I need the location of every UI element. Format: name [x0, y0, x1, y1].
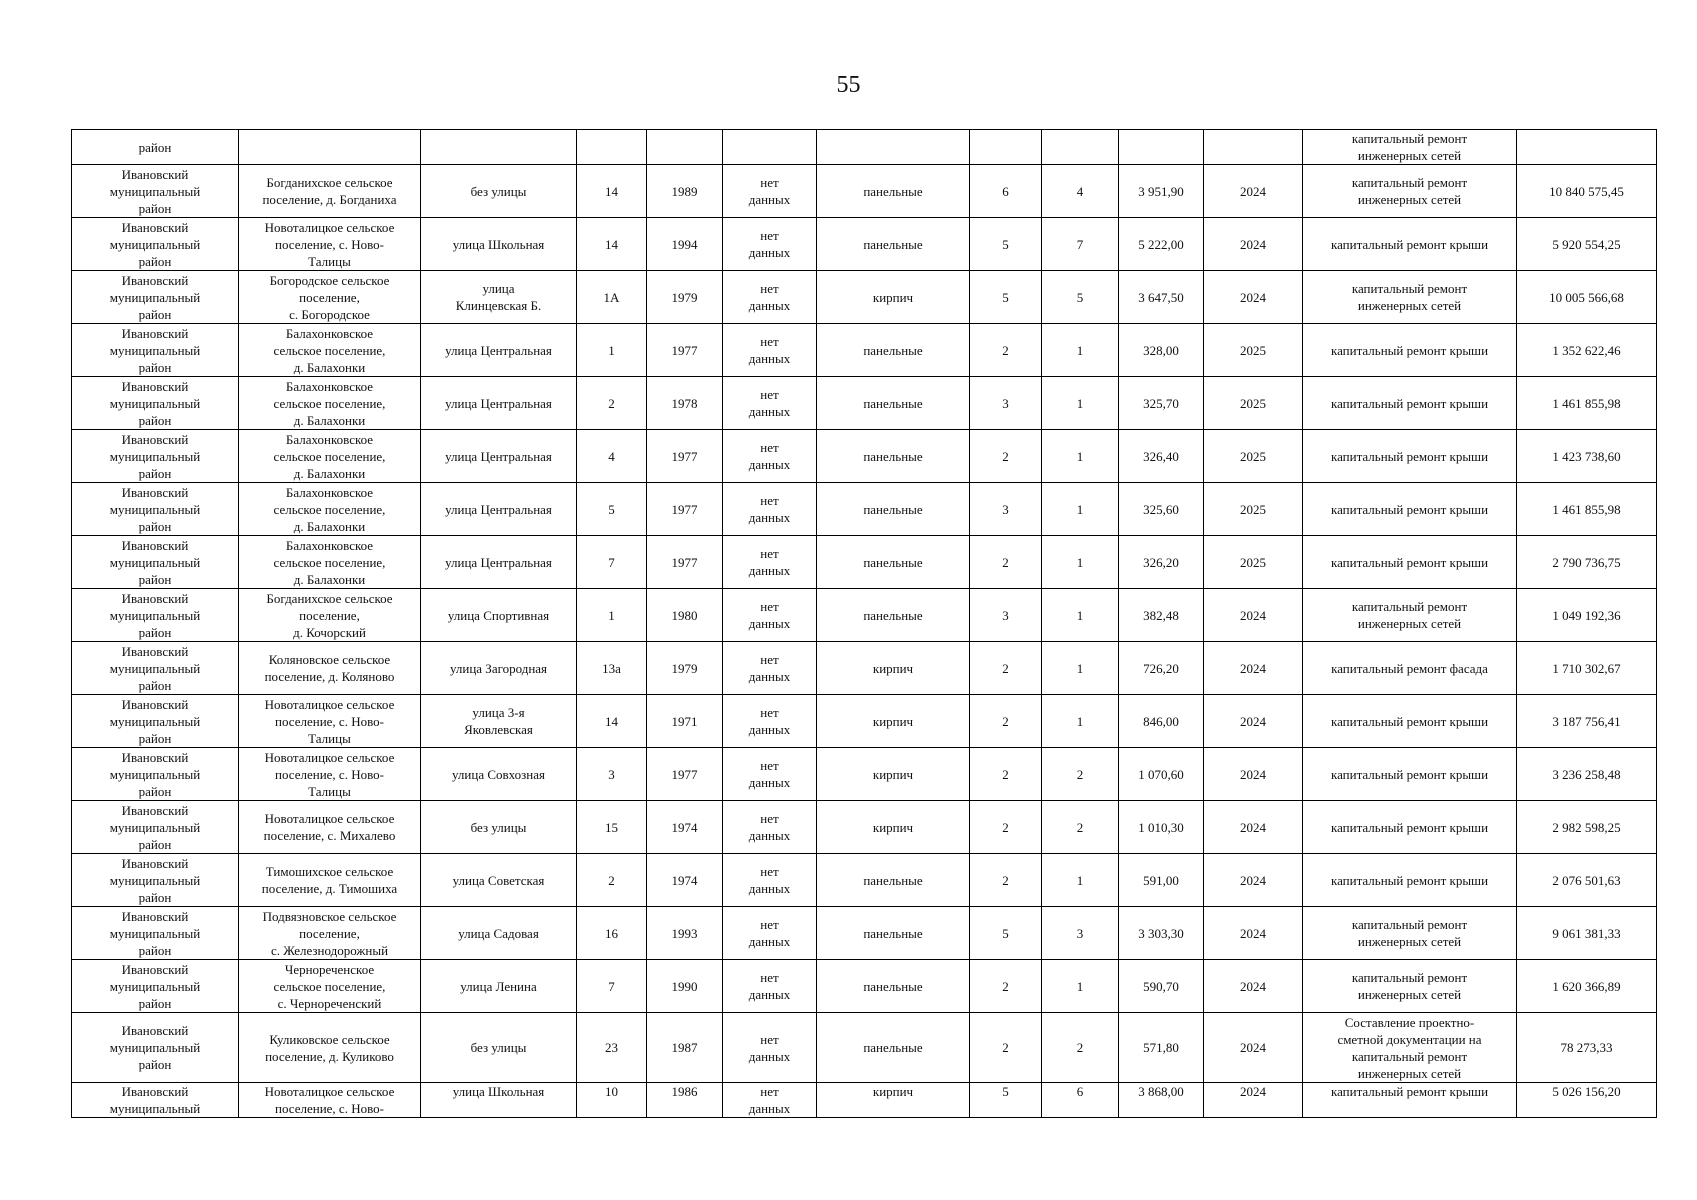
- settlement-cell: Балахонковское сельское поселение, д. Балахонки: [239, 430, 421, 483]
- cost-cell: 1 461 855,98: [1517, 483, 1657, 536]
- cost-cell: 1 049 192,36: [1517, 589, 1657, 642]
- cost-cell: 10 005 566,68: [1517, 271, 1657, 324]
- cost-cell: 1 461 855,98: [1517, 377, 1657, 430]
- district-cell: Ивановский муниципальный район: [72, 1013, 239, 1083]
- page-number: 55: [836, 72, 861, 98]
- street-cell: улица Загородная: [421, 642, 577, 695]
- table-row: [72, 642, 1657, 695]
- plan-year-cell: 2024: [1204, 165, 1303, 218]
- district-cell: Ивановский муниципальный район: [72, 271, 239, 324]
- cost-cell: 3 236 258,48: [1517, 748, 1657, 801]
- district-cell: Ивановский муниципальный район: [72, 801, 239, 854]
- district-cell: Ивановский муниципальный район: [72, 483, 239, 536]
- street-cell: улица Спортивная: [421, 589, 577, 642]
- house-number-cell: [577, 130, 647, 165]
- house-number-cell: 7: [577, 536, 647, 589]
- entrances-cell: 1: [1042, 430, 1119, 483]
- floors-cell: 3: [970, 377, 1042, 430]
- area-cell: 325,70: [1119, 377, 1204, 430]
- cost-cell: 2 076 501,63: [1517, 854, 1657, 907]
- district-cell: Ивановский муниципальный район: [72, 536, 239, 589]
- settlement-cell: Балахонковское сельское поселение, д. Балахонки: [239, 483, 421, 536]
- settlement-cell: Новоталицкое сельское поселение, с. Ново- Талицы: [239, 748, 421, 801]
- entrances-cell: 3: [1042, 907, 1119, 960]
- year-built-cell: 1986: [647, 1083, 723, 1118]
- table-row: [72, 324, 1657, 377]
- floors-cell: 2: [970, 536, 1042, 589]
- commissioning-cell: нет данных: [723, 377, 817, 430]
- floors-cell: 2: [970, 748, 1042, 801]
- cost-cell: 1 710 302,67: [1517, 642, 1657, 695]
- area-cell: 325,60: [1119, 483, 1204, 536]
- area-cell: 726,20: [1119, 642, 1204, 695]
- area-cell: 382,48: [1119, 589, 1204, 642]
- entrances-cell: 1: [1042, 377, 1119, 430]
- street-cell: улица Советская: [421, 854, 577, 907]
- table-row: [72, 801, 1657, 854]
- street-cell: улица Центральная: [421, 483, 577, 536]
- plan-year-cell: 2024: [1204, 271, 1303, 324]
- year-built-cell: 1979: [647, 642, 723, 695]
- area-cell: 591,00: [1119, 854, 1204, 907]
- entrances-cell: 2: [1042, 748, 1119, 801]
- area-cell: 3 951,90: [1119, 165, 1204, 218]
- district-cell: Ивановский муниципальный район: [72, 854, 239, 907]
- entrances-cell: 5: [1042, 271, 1119, 324]
- table-row: [72, 907, 1657, 960]
- settlement-cell: Богородское сельское поселение, с. Богородское: [239, 271, 421, 324]
- plan-year-cell: 2024: [1204, 1083, 1303, 1118]
- table-row: [72, 430, 1657, 483]
- area-cell: 590,70: [1119, 960, 1204, 1013]
- plan-year-cell: 2024: [1204, 748, 1303, 801]
- house-number-cell: 14: [577, 218, 647, 271]
- year-built-cell: 1990: [647, 960, 723, 1013]
- street-cell: [421, 130, 577, 165]
- area-cell: 3 868,00: [1119, 1083, 1204, 1118]
- settlement-cell: Новоталицкое сельское поселение, с. Ново- Талицы: [239, 695, 421, 748]
- table-body: [72, 130, 1657, 1118]
- commissioning-cell: нет данных: [723, 218, 817, 271]
- area-cell: [1119, 130, 1204, 165]
- floors-cell: 3: [970, 589, 1042, 642]
- year-built-cell: 1974: [647, 854, 723, 907]
- cost-cell: 5 026 156,20: [1517, 1083, 1657, 1118]
- settlement-cell: Тимошихское сельское поселение, д. Тимошиха: [239, 854, 421, 907]
- entrances-cell: 2: [1042, 801, 1119, 854]
- cost-cell: 9 061 381,33: [1517, 907, 1657, 960]
- commissioning-cell: нет данных: [723, 271, 817, 324]
- district-cell: район: [72, 130, 239, 165]
- cost-cell: 10 840 575,45: [1517, 165, 1657, 218]
- settlement-cell: Подвязновское сельское поселение, с. Железнодорожный: [239, 907, 421, 960]
- floors-cell: 5: [970, 1083, 1042, 1118]
- street-cell: улица Центральная: [421, 430, 577, 483]
- cost-cell: 1 423 738,60: [1517, 430, 1657, 483]
- house-number-cell: 3: [577, 748, 647, 801]
- work-type-cell: капитальный ремонт крыши: [1303, 483, 1517, 536]
- plan-year-cell: 2024: [1204, 589, 1303, 642]
- district-cell: Ивановский муниципальный район: [72, 165, 239, 218]
- plan-year-cell: 2024: [1204, 801, 1303, 854]
- year-built-cell: 1993: [647, 907, 723, 960]
- house-number-cell: 15: [577, 801, 647, 854]
- house-number-cell: 1А: [577, 271, 647, 324]
- entrances-cell: 1: [1042, 960, 1119, 1013]
- year-built-cell: 1978: [647, 377, 723, 430]
- street-cell: улица Центральная: [421, 377, 577, 430]
- cost-cell: 5 920 554,25: [1517, 218, 1657, 271]
- table-row: [72, 130, 1657, 165]
- wall-material-cell: панельные: [817, 1013, 970, 1083]
- year-built-cell: 1977: [647, 430, 723, 483]
- work-type-cell: капитальный ремонт инженерных сетей: [1303, 165, 1517, 218]
- table-row: [72, 536, 1657, 589]
- year-built-cell: 1977: [647, 483, 723, 536]
- floors-cell: [970, 130, 1042, 165]
- floors-cell: 5: [970, 907, 1042, 960]
- wall-material-cell: панельные: [817, 377, 970, 430]
- wall-material-cell: панельные: [817, 165, 970, 218]
- table-row: [72, 960, 1657, 1013]
- commissioning-cell: нет данных: [723, 854, 817, 907]
- floors-cell: 5: [970, 271, 1042, 324]
- year-built-cell: 1987: [647, 1013, 723, 1083]
- plan-year-cell: 2024: [1204, 695, 1303, 748]
- settlement-cell: Богданихское сельское поселение, д. Богданиха: [239, 165, 421, 218]
- year-built-cell: 1994: [647, 218, 723, 271]
- table-row: [72, 165, 1657, 218]
- work-type-cell: капитальный ремонт инженерных сетей: [1303, 589, 1517, 642]
- year-built-cell: 1977: [647, 324, 723, 377]
- wall-material-cell: кирпич: [817, 801, 970, 854]
- street-cell: улица Школьная: [421, 1083, 577, 1118]
- commissioning-cell: нет данных: [723, 801, 817, 854]
- work-type-cell: капитальный ремонт инженерных сетей: [1303, 960, 1517, 1013]
- street-cell: без улицы: [421, 165, 577, 218]
- commissioning-cell: нет данных: [723, 536, 817, 589]
- commissioning-cell: нет данных: [723, 165, 817, 218]
- commissioning-cell: нет данных: [723, 483, 817, 536]
- table-row: [72, 1083, 1657, 1118]
- floors-cell: 2: [970, 1013, 1042, 1083]
- commissioning-cell: нет данных: [723, 748, 817, 801]
- year-built-cell: 1977: [647, 536, 723, 589]
- commissioning-cell: нет данных: [723, 589, 817, 642]
- settlement-cell: Чернореченское сельское поселение, с. Чернореченский: [239, 960, 421, 1013]
- house-number-cell: 7: [577, 960, 647, 1013]
- commissioning-cell: нет данных: [723, 430, 817, 483]
- floors-cell: 2: [970, 430, 1042, 483]
- work-type-cell: капитальный ремонт крыши: [1303, 854, 1517, 907]
- work-type-cell: капитальный ремонт крыши: [1303, 218, 1517, 271]
- settlement-cell: Новоталицкое сельское поселение, с. Ново-: [239, 1083, 421, 1118]
- house-number-cell: 23: [577, 1013, 647, 1083]
- entrances-cell: 1: [1042, 589, 1119, 642]
- street-cell: без улицы: [421, 1013, 577, 1083]
- work-type-cell: капитальный ремонт крыши: [1303, 1083, 1517, 1118]
- settlement-cell: Куликовское сельское поселение, д. Куликово: [239, 1013, 421, 1083]
- work-type-cell: капитальный ремонт крыши: [1303, 377, 1517, 430]
- commissioning-cell: нет данных: [723, 1013, 817, 1083]
- settlement-cell: Коляновское сельское поселение, д. Коляново: [239, 642, 421, 695]
- floors-cell: 2: [970, 801, 1042, 854]
- district-cell: Ивановский муниципальный район: [72, 695, 239, 748]
- floors-cell: 2: [970, 854, 1042, 907]
- commissioning-cell: нет данных: [723, 324, 817, 377]
- year-built-cell: 1980: [647, 589, 723, 642]
- house-number-cell: 10: [577, 1083, 647, 1118]
- district-cell: Ивановский муниципальный район: [72, 430, 239, 483]
- settlement-cell: [239, 130, 421, 165]
- wall-material-cell: панельные: [817, 536, 970, 589]
- work-type-cell: капитальный ремонт инженерных сетей: [1303, 130, 1517, 165]
- house-number-cell: 14: [577, 695, 647, 748]
- plan-year-cell: 2024: [1204, 960, 1303, 1013]
- table-row: [72, 218, 1657, 271]
- work-type-cell: Составление проектно- сметной документации на капитальный ремонт инженерных сетей: [1303, 1013, 1517, 1083]
- floors-cell: 6: [970, 165, 1042, 218]
- house-number-cell: 5: [577, 483, 647, 536]
- entrances-cell: 2: [1042, 1013, 1119, 1083]
- settlement-cell: Новоталицкое сельское поселение, с. Михалево: [239, 801, 421, 854]
- entrances-cell: 1: [1042, 536, 1119, 589]
- entrances-cell: 6: [1042, 1083, 1119, 1118]
- street-cell: улица 3-я Яковлевская: [421, 695, 577, 748]
- district-cell: Ивановский муниципальный район: [72, 377, 239, 430]
- settlement-cell: Балахонковское сельское поселение, д. Балахонки: [239, 536, 421, 589]
- area-cell: 1 070,60: [1119, 748, 1204, 801]
- entrances-cell: 7: [1042, 218, 1119, 271]
- entrances-cell: 1: [1042, 695, 1119, 748]
- wall-material-cell: кирпич: [817, 1083, 970, 1118]
- area-cell: 326,20: [1119, 536, 1204, 589]
- commissioning-cell: нет данных: [723, 642, 817, 695]
- plan-year-cell: [1204, 130, 1303, 165]
- wall-material-cell: кирпич: [817, 748, 970, 801]
- work-type-cell: капитальный ремонт крыши: [1303, 536, 1517, 589]
- plan-year-cell: 2024: [1204, 642, 1303, 695]
- table-row: [72, 1013, 1657, 1083]
- commissioning-cell: нет данных: [723, 907, 817, 960]
- wall-material-cell: кирпич: [817, 695, 970, 748]
- entrances-cell: 4: [1042, 165, 1119, 218]
- commissioning-cell: [723, 130, 817, 165]
- area-cell: 3 647,50: [1119, 271, 1204, 324]
- table-row: [72, 483, 1657, 536]
- work-type-cell: капитальный ремонт фасада: [1303, 642, 1517, 695]
- street-cell: без улицы: [421, 801, 577, 854]
- settlement-cell: Балахонковское сельское поселение, д. Балахонки: [239, 377, 421, 430]
- commissioning-cell: нет данных: [723, 695, 817, 748]
- floors-cell: 5: [970, 218, 1042, 271]
- district-cell: Ивановский муниципальный район: [72, 589, 239, 642]
- wall-material-cell: кирпич: [817, 642, 970, 695]
- wall-material-cell: панельные: [817, 483, 970, 536]
- year-built-cell: [647, 130, 723, 165]
- street-cell: улица Садовая: [421, 907, 577, 960]
- cost-cell: 2 790 736,75: [1517, 536, 1657, 589]
- year-built-cell: 1979: [647, 271, 723, 324]
- house-number-cell: 16: [577, 907, 647, 960]
- floors-cell: 3: [970, 483, 1042, 536]
- wall-material-cell: панельные: [817, 960, 970, 1013]
- floors-cell: 2: [970, 960, 1042, 1013]
- district-cell: Ивановский муниципальный район: [72, 907, 239, 960]
- wall-material-cell: панельные: [817, 430, 970, 483]
- table-row: [72, 695, 1657, 748]
- street-cell: улица Ленина: [421, 960, 577, 1013]
- table-row: [72, 377, 1657, 430]
- work-type-cell: капитальный ремонт крыши: [1303, 695, 1517, 748]
- house-number-cell: 2: [577, 377, 647, 430]
- work-type-cell: капитальный ремонт инженерных сетей: [1303, 271, 1517, 324]
- district-cell: Ивановский муниципальный район: [72, 748, 239, 801]
- street-cell: улица Школьная: [421, 218, 577, 271]
- area-cell: 328,00: [1119, 324, 1204, 377]
- wall-material-cell: [817, 130, 970, 165]
- district-cell: Ивановский муниципальный район: [72, 960, 239, 1013]
- cost-cell: 1 620 366,89: [1517, 960, 1657, 1013]
- table-row: [72, 589, 1657, 642]
- entrances-cell: 1: [1042, 483, 1119, 536]
- wall-material-cell: кирпич: [817, 271, 970, 324]
- plan-year-cell: 2025: [1204, 536, 1303, 589]
- plan-year-cell: 2025: [1204, 483, 1303, 536]
- street-cell: улица Клинцевская Б.: [421, 271, 577, 324]
- area-cell: 3 303,30: [1119, 907, 1204, 960]
- street-cell: улица Совхозная: [421, 748, 577, 801]
- wall-material-cell: панельные: [817, 854, 970, 907]
- area-cell: 1 010,30: [1119, 801, 1204, 854]
- street-cell: улица Центральная: [421, 536, 577, 589]
- cost-cell: 2 982 598,25: [1517, 801, 1657, 854]
- house-number-cell: 1: [577, 589, 647, 642]
- commissioning-cell: нет данных: [723, 960, 817, 1013]
- table-row: [72, 271, 1657, 324]
- work-type-cell: капитальный ремонт крыши: [1303, 324, 1517, 377]
- area-cell: 571,80: [1119, 1013, 1204, 1083]
- cost-cell: [1517, 130, 1657, 165]
- plan-year-cell: 2025: [1204, 377, 1303, 430]
- entrances-cell: 1: [1042, 642, 1119, 695]
- cost-cell: 78 273,33: [1517, 1013, 1657, 1083]
- district-cell: Ивановский муниципальный: [72, 1083, 239, 1118]
- wall-material-cell: панельные: [817, 907, 970, 960]
- house-number-cell: 13а: [577, 642, 647, 695]
- area-cell: 326,40: [1119, 430, 1204, 483]
- area-cell: 5 222,00: [1119, 218, 1204, 271]
- floors-cell: 2: [970, 642, 1042, 695]
- cost-cell: 1 352 622,46: [1517, 324, 1657, 377]
- house-number-cell: 4: [577, 430, 647, 483]
- year-built-cell: 1971: [647, 695, 723, 748]
- year-built-cell: 1977: [647, 748, 723, 801]
- plan-year-cell: 2024: [1204, 218, 1303, 271]
- commissioning-cell: нет данных: [723, 1083, 817, 1118]
- work-type-cell: капитальный ремонт крыши: [1303, 801, 1517, 854]
- table-row: [72, 748, 1657, 801]
- district-cell: Ивановский муниципальный район: [72, 324, 239, 377]
- wall-material-cell: панельные: [817, 218, 970, 271]
- plan-year-cell: 2025: [1204, 324, 1303, 377]
- area-cell: 846,00: [1119, 695, 1204, 748]
- work-type-cell: капитальный ремонт крыши: [1303, 748, 1517, 801]
- house-number-cell: 1: [577, 324, 647, 377]
- plan-year-cell: 2025: [1204, 430, 1303, 483]
- year-built-cell: 1974: [647, 801, 723, 854]
- floors-cell: 2: [970, 695, 1042, 748]
- street-cell: улица Центральная: [421, 324, 577, 377]
- cost-cell: 3 187 756,41: [1517, 695, 1657, 748]
- wall-material-cell: панельные: [817, 324, 970, 377]
- entrances-cell: 1: [1042, 854, 1119, 907]
- plan-year-cell: 2024: [1204, 907, 1303, 960]
- settlement-cell: Балахонковское сельское поселение, д. Балахонки: [239, 324, 421, 377]
- year-built-cell: 1989: [647, 165, 723, 218]
- house-number-cell: 14: [577, 165, 647, 218]
- district-cell: Ивановский муниципальный район: [72, 642, 239, 695]
- work-type-cell: капитальный ремонт крыши: [1303, 430, 1517, 483]
- table-row: [72, 854, 1657, 907]
- settlement-cell: Богданихское сельское поселение, д. Кочорский: [239, 589, 421, 642]
- settlement-cell: Новоталицкое сельское поселение, с. Ново- Талицы: [239, 218, 421, 271]
- floors-cell: 2: [970, 324, 1042, 377]
- housing-repair-table: [71, 129, 1657, 1118]
- house-number-cell: 2: [577, 854, 647, 907]
- wall-material-cell: панельные: [817, 589, 970, 642]
- entrances-cell: [1042, 130, 1119, 165]
- district-cell: Ивановский муниципальный район: [72, 218, 239, 271]
- plan-year-cell: 2024: [1204, 1013, 1303, 1083]
- work-type-cell: капитальный ремонт инженерных сетей: [1303, 907, 1517, 960]
- entrances-cell: 1: [1042, 324, 1119, 377]
- plan-year-cell: 2024: [1204, 854, 1303, 907]
